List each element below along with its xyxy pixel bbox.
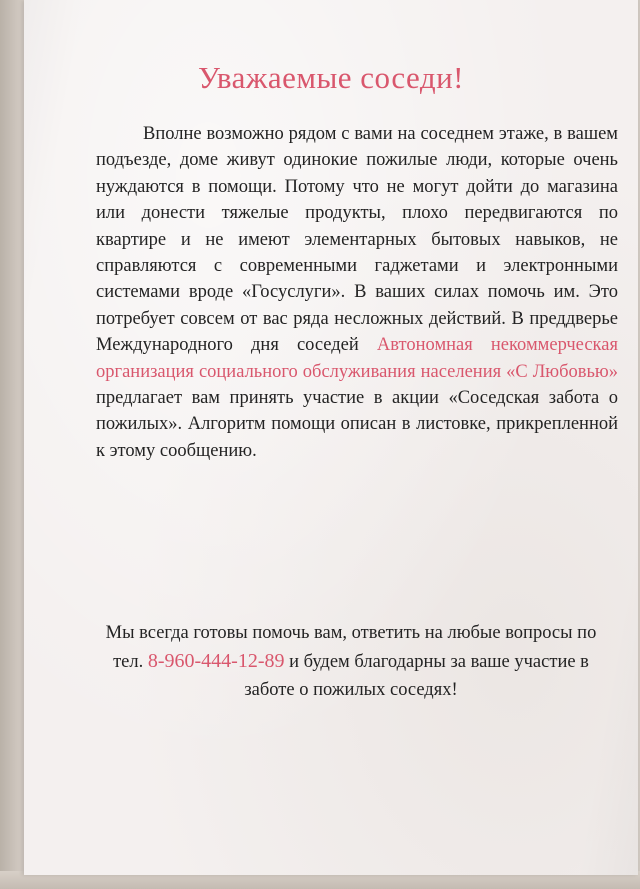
body-paragraph xyxy=(96,121,618,464)
closing-text-before-phone: Мы всегда готовы помочь вам, ответить на любые вопросы по тел. xyxy=(105,623,597,672)
body-text-part1: Вполне возможно рядом с вами на соседнем этаже, в вашем подъезде, доме живут одинокие пожилые люди, которые очень нуждаются в помощи. Потому что не могут дойти до магазина или донести тяжелые продукты, плохо передвигаются по квартире и не имеют элементарных бытовых навыков, не справляются с современными гаджетами и электронными системами вроде «Госуслуги». В ваших силах помочь им. Это потребует совсем от вас ряда несложных действий. В преддверье Международного дня соседей xyxy=(96,124,618,356)
paper-sheet xyxy=(24,0,638,875)
closing-paragraph xyxy=(96,619,606,704)
phone-number: 8-960-444-12-89 xyxy=(147,650,285,672)
closing-text-after-phone: и будем благодарны за ваше участие в заботе о пожилых соседях! xyxy=(244,652,589,700)
body-text-part2: предлагает вам принять участие в акции «Соседская забота о пожилых». Алгоритм помощи описан в листовке, прикрепленной к этому сообщению. xyxy=(96,388,618,461)
page-title: Уважаемые соседи! xyxy=(197,60,465,95)
organization-name: Автономная некоммерческая организация социального обслуживания населения «С Любовью» xyxy=(96,335,618,382)
